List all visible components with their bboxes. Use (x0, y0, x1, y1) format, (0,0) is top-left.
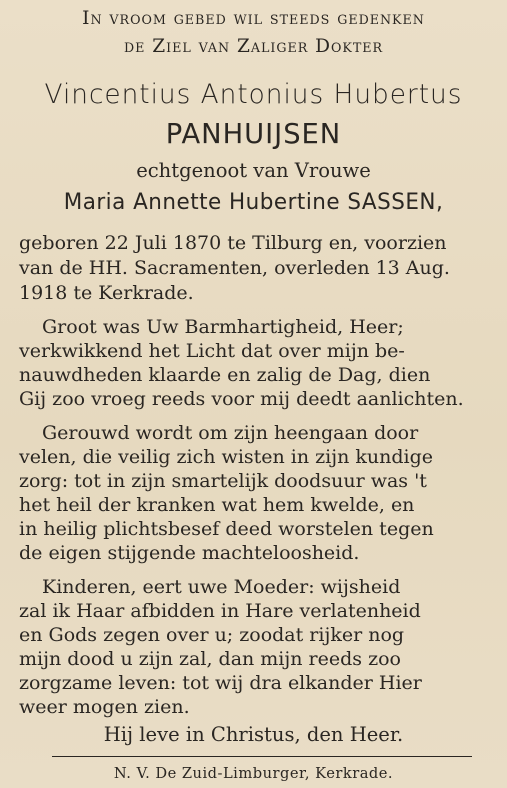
paragraph-3-line-6: de eigen stijgende machteloosheid. (19, 542, 360, 564)
paragraph-1-line-1: geboren 22 Juli 1870 te Tilburg en, voorzien (19, 232, 447, 254)
paragraph-1-line-3: 1918 te Kerkrade. (19, 282, 194, 304)
paragraph-2-line-1: Groot was Uw Barmhartigheid, Heer; (42, 316, 404, 338)
paragraph-3-line-4: het heil der kranken wat hem kwelde, en (19, 494, 415, 516)
paragraph-4-line-2: zal ik Haar afbidden in Hare verlatenheid (19, 600, 421, 622)
footer-divider (52, 756, 472, 757)
paragraph-2-line-3: nauwdheden klaarde en zalig de Dag, dien (19, 364, 431, 386)
intro-line-2: de Ziel van Zaliger Dokter (123, 35, 384, 57)
paragraph-3-line-1: Gerouwd wordt om zijn heengaan door (42, 422, 419, 444)
paragraph-4-line-1: Kinderen, eert uwe Moeder: wijsheid (42, 576, 401, 598)
spouse-intro: echtgenoot van Vrouwe (136, 158, 371, 182)
paragraph-2-line-4: Gij zoo vroeg reeds voor mij deedt aanlichten. (19, 388, 464, 410)
paragraph-3-line-2: velen, die veilig zich wisten in zijn kundige (19, 446, 434, 468)
paragraph-4-line-3: en Gods zegen over u; zoodat rijker nog (19, 624, 405, 646)
spouse-name: Maria Annette Hubertine SASSEN, (63, 190, 444, 215)
paragraph-3-line-3: zorg: tot in zijn smartelijk doodsuur was 't (19, 470, 427, 492)
paragraph-4-line-6: weer mogen zien. (19, 696, 190, 718)
intro-line-1: In vroom gebed wil steeds gedenken (82, 7, 425, 29)
paragraph-3-line-5: in heilig plichtsbesef deed worstelen tegen (19, 518, 434, 540)
paragraph-2-line-2: verkwikkend het Licht dat over mijn be- (19, 340, 405, 362)
printer-footer: N. V. De Zuid-Limburger, Kerkrade. (113, 764, 394, 782)
paragraph-4-line-4: mijn dood u zijn zal, dan mijn reeds zoo (19, 648, 401, 670)
paragraph-4-line-5: zorgzame leven: tot wij dra elkander Hier (19, 672, 422, 694)
closing-prayer: Hij leve in Christus, den Heer. (103, 722, 404, 746)
deceased-first-names: Vincentius Antonius Hubertus (44, 79, 463, 110)
deceased-surname: PANHUIJSEN (165, 117, 342, 150)
paragraph-1-line-2: van de HH. Sacramenten, overleden 13 Aug. (19, 257, 450, 279)
